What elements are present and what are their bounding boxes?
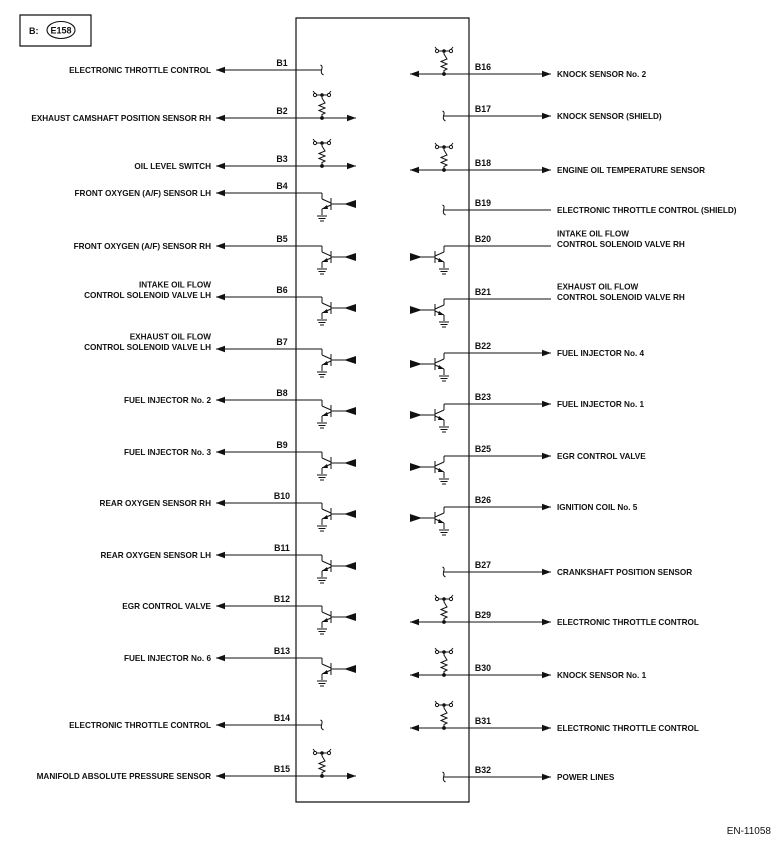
supply-lead [435,143,437,146]
pin-number: B19 [474,198,492,208]
pin-row-b4 [75,181,356,221]
arrow-head [542,619,551,625]
output-transistor-symbol [317,658,356,686]
junction-dot [320,164,324,168]
signal-label: CONTROL SOLENOID VALVE RH [557,240,685,249]
signal-label: FRONT OXYGEN (A/F) SENSOR RH [73,242,211,251]
pin-row-b26 [410,495,638,535]
figure-id: EN-11058 [726,826,771,837]
supply-lead [313,139,315,142]
pullup-resistor-symbol [435,595,453,624]
signal-label: KNOCK SENSOR No. 1 [557,671,647,680]
resistor [319,143,325,166]
output-transistor-symbol [410,456,449,484]
drive-triangle [344,459,356,467]
pin-number: B27 [474,560,492,570]
ground-symbol [439,376,449,381]
pullup-resistor-symbol [435,648,453,677]
arrow-head [216,163,225,169]
arrow-head [216,500,225,506]
drive-triangle [344,356,356,364]
arrow-head [542,569,551,575]
signal-label: MANIFOLD ABSOLUTE PRESSURE SENSOR [36,772,211,781]
resistor [319,95,325,118]
arrow-head [347,115,356,121]
supply-terminal [449,703,452,706]
ground-symbol [317,578,327,583]
output-transistor-symbol [317,246,356,274]
signal-label: CONTROL SOLENOID VALVE RH [557,293,685,302]
output-transistor-symbol [317,503,356,531]
arrow-head [216,552,225,558]
pin-number: B21 [474,287,492,297]
pin-row-b23 [410,392,644,432]
collector [435,305,444,309]
collector [322,252,331,256]
arrow-head [216,603,225,609]
emitter-arrow [322,258,328,262]
connector-prefix: B: [29,26,39,36]
output-transistor-symbol [410,246,449,274]
pin-row-b2 [31,91,356,123]
arrow-head [542,453,551,459]
pin-number: B17 [474,104,492,114]
emitter-arrow [322,515,328,519]
collector [322,303,331,307]
supply-lead [451,595,453,598]
drive-triangle [344,200,356,208]
signal-label: EXHAUST OIL FLOW [557,282,639,292]
pin-row-b17 [443,104,662,121]
supply-lead [451,648,453,651]
arrow-head [216,67,225,73]
output-transistor-symbol [317,400,356,428]
pin-number: B5 [276,234,288,244]
pin-row-b13 [124,646,356,686]
pin-row-b14 [69,713,323,730]
pin-row-b25 [410,444,646,484]
output-transistor-symbol [410,404,449,432]
output-transistor-symbol [410,299,449,327]
arrow-head [542,401,551,407]
pin-number: B14 [273,713,291,723]
signal-label: CONTROL SOLENOID VALVE LH [84,343,211,352]
supply-terminal [327,751,330,754]
drive-triangle [410,253,422,261]
right-pin-group [410,47,737,782]
supply-lead [451,701,453,704]
pin-number: B2 [276,106,288,116]
pin-number: B32 [474,765,492,775]
signal-label: IGNITION COIL No. 5 [557,503,638,512]
supply-lead [313,749,315,752]
drive-triangle [344,665,356,673]
signal-label: ELECTRONIC THROTTLE CONTROL (SHIELD) [557,206,737,215]
pin-number: B1 [276,58,288,68]
junction-dot [442,673,446,677]
arrow-head [216,449,225,455]
supply-terminal [449,49,452,52]
resistor [441,705,447,728]
supply-terminal [449,597,452,600]
supply-terminal [313,93,316,96]
resistor [441,652,447,675]
signal-label: REAR OXYGEN SENSOR LH [100,551,211,560]
emitter-arrow [322,618,328,622]
supply-lead [435,47,437,50]
pullup-resistor-symbol [435,47,453,76]
pin-row-b22 [410,341,644,381]
supply-lead [329,91,331,94]
supply-terminal [327,93,330,96]
pin-row-b15 [37,749,356,781]
ground-symbol [317,269,327,274]
arrow-head [542,504,551,510]
pin-row-b11 [100,543,356,583]
pullup-resistor-symbol [313,139,331,168]
resistor [441,147,447,170]
arrow-head [542,71,551,77]
collector [435,513,444,517]
arrow-head [542,672,551,678]
supply-terminal [327,141,330,144]
collector [322,458,331,462]
pin-row-b10 [100,491,356,531]
collector [322,199,331,203]
signal-label: ENGINE OIL TEMPERATURE SENSOR [557,166,705,175]
arrow-head [410,71,419,77]
drive-triangle [344,510,356,518]
pin-number: B31 [474,716,492,726]
signal-label: FUEL INJECTOR No. 4 [557,349,645,358]
junction-dot [442,168,446,172]
collector [322,355,331,359]
ground-symbol [317,526,327,531]
pin-row-b27 [443,560,693,577]
arrow-head [216,294,225,300]
pin-number: B12 [273,594,291,604]
signal-label: FUEL INJECTOR No. 3 [123,448,211,457]
ground-symbol [439,269,449,274]
supply-terminal [435,145,438,148]
arrow-head [542,350,551,356]
drive-triangle [410,306,422,314]
signal-label: FUEL INJECTOR No. 6 [123,654,211,663]
pin-row-b12 [122,594,356,634]
arrow-head [410,167,419,173]
resistor [441,51,447,74]
drive-triangle [344,407,356,415]
signal-label: KNOCK SENSOR (SHIELD) [557,112,662,121]
arrow-head [347,163,356,169]
signal-label: EGR CONTROL VALVE [122,602,211,611]
arrow-head [542,113,551,119]
collector [322,406,331,410]
signal-label: FUEL INJECTOR No. 2 [123,396,211,405]
junction-dot [320,116,324,120]
arrow-head [542,167,551,173]
pin-number: B22 [474,341,492,351]
junction-dot [442,620,446,624]
emitter-arrow [322,412,328,416]
signal-label: INTAKE OIL FLOW [557,229,630,239]
pin-number: B30 [474,663,492,673]
emitter-arrow [438,519,444,523]
arrow-head [216,397,225,403]
signal-label: ELECTRONIC THROTTLE CONTROL [557,724,699,733]
ground-symbol [317,216,327,221]
signal-label: KNOCK SENSOR No. 2 [557,70,647,79]
pin-row-b21 [410,283,685,328]
pullup-resistor-symbol [313,749,331,778]
ground-symbol [317,681,327,686]
pin-row-b19 [443,198,737,215]
pin-number: B11 [274,543,290,553]
signal-label: EXHAUST OIL FLOW [129,332,211,342]
output-transistor-symbol [317,555,356,583]
collector [435,462,444,466]
junction-dot [442,72,446,76]
emitter-arrow [322,567,328,571]
ground-symbol [317,629,327,634]
supply-terminal [435,49,438,52]
output-transistor-symbol [317,349,356,377]
pin-number: B25 [474,444,492,454]
pin-row-b16 [410,47,647,79]
drive-triangle [410,411,422,419]
pin-number: B9 [276,440,288,450]
ground-symbol [439,322,449,327]
arrow-head [216,773,225,779]
connector-callout [20,15,91,46]
pin-row-b6 [84,281,356,326]
signal-label: ELECTRONIC THROTTLE CONTROL [69,66,211,75]
collector [435,359,444,363]
drive-triangle [344,613,356,621]
pullup-resistor-symbol [435,143,453,172]
signal-label: CONTROL SOLENOID VALVE LH [84,291,211,300]
arrow-head [216,346,225,352]
output-transistor-symbol [410,353,449,381]
arrow-head [216,243,225,249]
pin-row-b3 [134,139,356,171]
connector-code: E158 [50,25,72,36]
supply-lead [329,749,331,752]
supply-lead [435,648,437,651]
ground-symbol [439,479,449,484]
arrow-head [410,725,419,731]
arrow-head [216,190,225,196]
pin-row-b1 [69,58,323,75]
pin-row-b8 [124,388,356,428]
signal-label: EXHAUST CAMSHAFT POSITION SENSOR RH [31,114,211,123]
pin-number: B10 [273,491,291,501]
signal-label: REAR OXYGEN SENSOR RH [99,499,211,508]
pin-number: B23 [474,392,492,402]
signal-label: ELECTRONIC THROTTLE CONTROL [69,721,211,730]
supply-terminal [449,145,452,148]
pin-number: B7 [276,337,288,347]
arrow-head [216,722,225,728]
left-pin-group [31,58,356,781]
collector [435,252,444,256]
ground-symbol [317,475,327,480]
pin-number: B15 [273,764,291,774]
signal-label: CRANKSHAFT POSITION SENSOR [557,568,693,577]
signal-label: OIL LEVEL SWITCH [134,162,211,171]
signal-label: EGR CONTROL VALVE [557,452,646,461]
drive-triangle [344,253,356,261]
pin-number: B4 [276,181,288,191]
pin-row-b30 [410,648,647,680]
ground-symbol [317,372,327,377]
pin-row-b9 [124,440,356,480]
supply-lead [435,701,437,704]
pin-row-b5 [74,234,356,274]
supply-lead [313,91,315,94]
emitter-arrow [438,258,444,262]
emitter-arrow [438,468,444,472]
pin-row-b31 [410,701,699,733]
pin-row-b32 [443,765,615,782]
supply-terminal [435,650,438,653]
signal-label: FUEL INJECTOR No. 1 [557,400,645,409]
collector [322,664,331,668]
emitter-arrow [322,361,328,365]
junction-dot [320,774,324,778]
arrow-head [542,774,551,780]
supply-terminal [449,650,452,653]
ground-symbol [317,320,327,325]
pin-number: B8 [276,388,288,398]
emitter-arrow [322,205,328,209]
output-transistor-symbol [317,193,356,221]
output-transistor-symbol [317,606,356,634]
collector [322,612,331,616]
pin-number: B26 [474,495,492,505]
pin-number: B18 [474,158,492,168]
supply-terminal [435,703,438,706]
drive-triangle [344,562,356,570]
supply-lead [451,143,453,146]
emitter-arrow [438,311,444,315]
ground-symbol [439,530,449,535]
signal-label: ELECTRONIC THROTTLE CONTROL [557,618,699,627]
pin-number: B29 [474,610,492,620]
pin-number: B16 [474,62,492,72]
supply-lead [435,595,437,598]
pin-row-b29 [410,595,699,627]
arrow-head [410,672,419,678]
supply-lead [329,139,331,142]
pin-number: B3 [276,154,288,164]
pullup-resistor-symbol [313,91,331,120]
drive-triangle [410,360,422,368]
output-transistor-symbol [317,297,356,325]
supply-terminal [435,597,438,600]
ground-symbol [317,423,327,428]
signal-label: FRONT OXYGEN (A/F) SENSOR LH [74,189,211,198]
pin-number: B20 [474,234,492,244]
emitter-arrow [322,309,328,313]
signal-label: POWER LINES [557,773,615,782]
output-transistor-symbol [317,452,356,480]
emitter-arrow [438,416,444,420]
pin-number: B6 [276,285,288,295]
resistor [319,753,325,776]
emitter-arrow [322,670,328,674]
pin-row-b7 [84,333,356,378]
arrow-head [347,773,356,779]
drive-triangle [410,463,422,471]
pin-number: B13 [273,646,291,656]
arrow-head [542,725,551,731]
resistor [441,599,447,622]
drive-triangle [344,304,356,312]
arrow-head [216,115,225,121]
arrow-head [216,655,225,661]
emitter-arrow [438,365,444,369]
supply-terminal [313,751,316,754]
ground-symbol [439,427,449,432]
supply-terminal [313,141,316,144]
emitter-arrow [322,464,328,468]
signal-label: INTAKE OIL FLOW [138,280,211,290]
output-transistor-symbol [410,507,449,535]
collector [322,509,331,513]
drive-triangle [410,514,422,522]
junction-dot [442,726,446,730]
collector [322,561,331,565]
arrow-head [410,619,419,625]
pin-row-b18 [410,143,705,175]
pullup-resistor-symbol [435,701,453,730]
pin-row-b20 [410,230,685,275]
supply-lead [451,47,453,50]
collector [435,410,444,414]
